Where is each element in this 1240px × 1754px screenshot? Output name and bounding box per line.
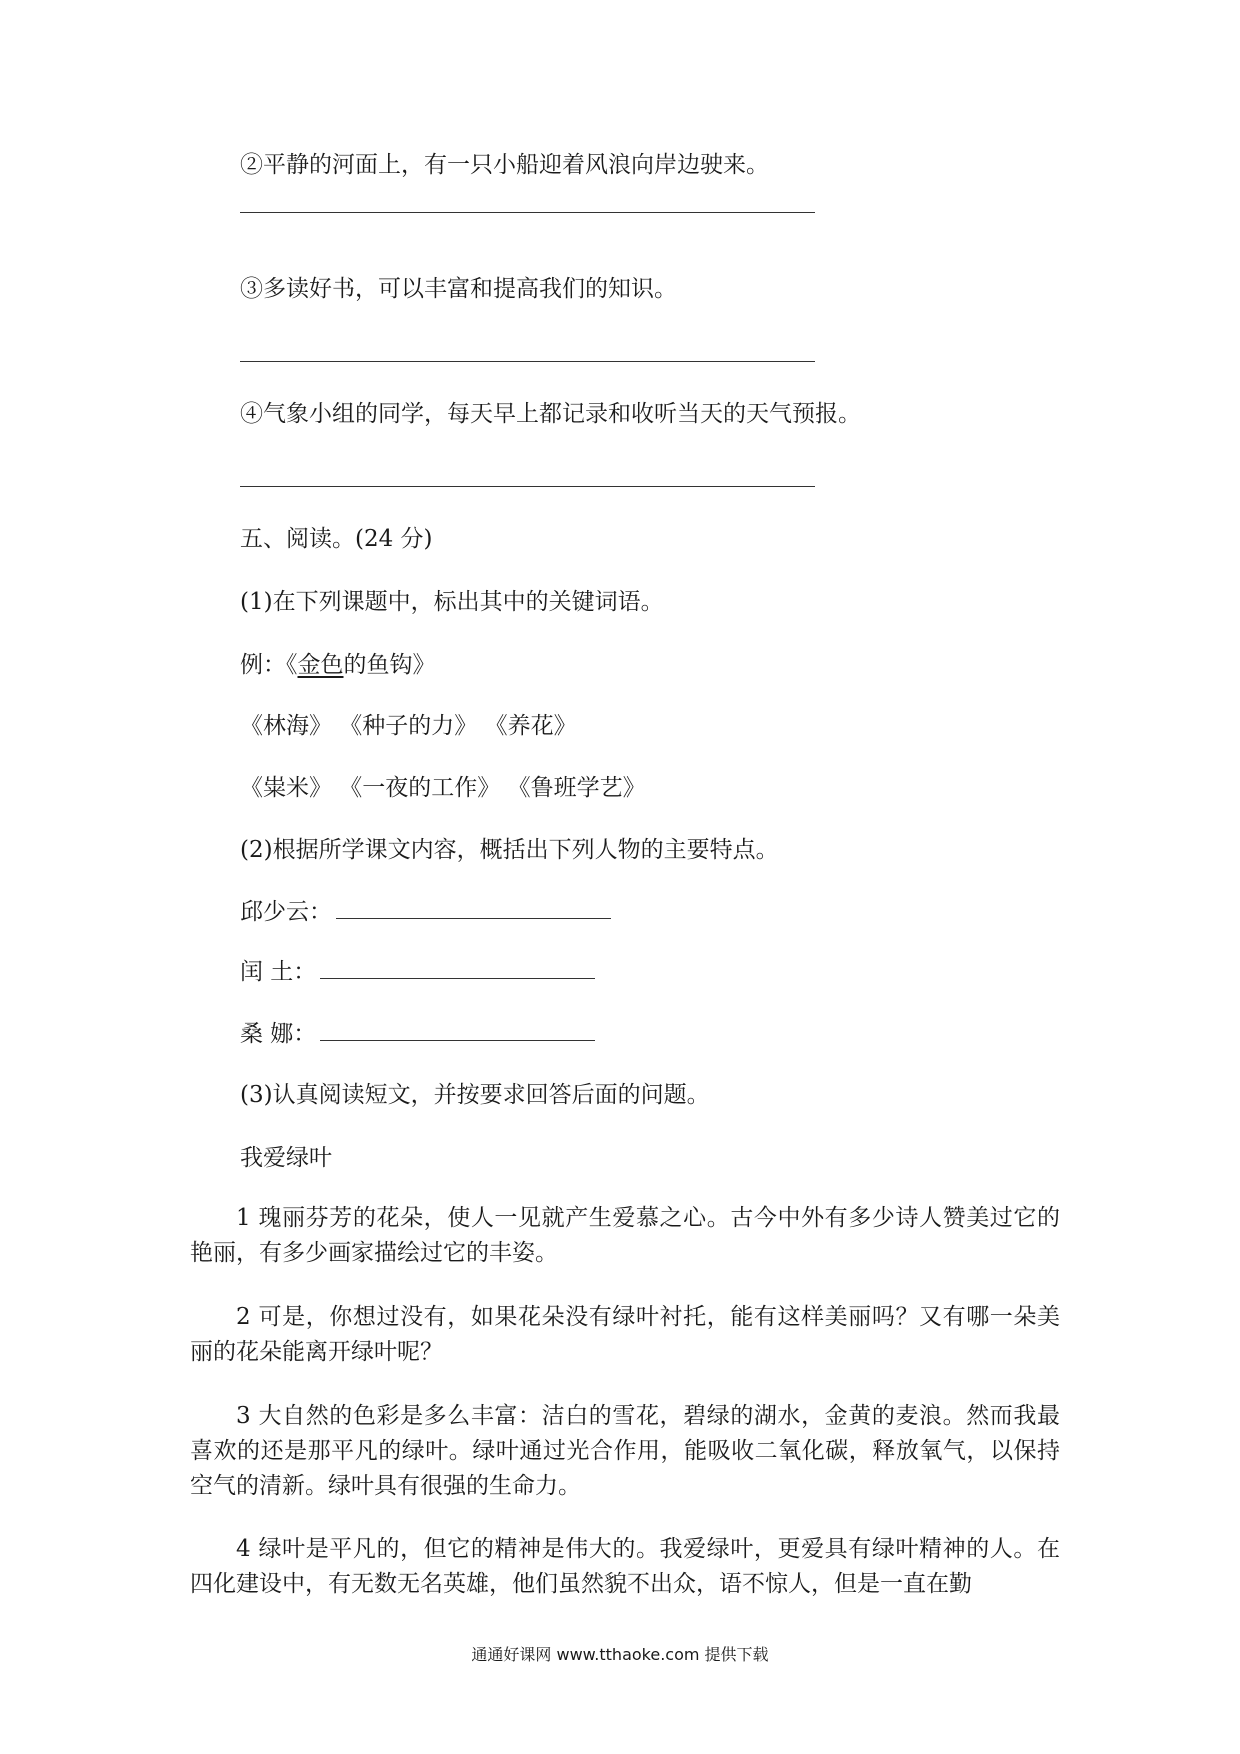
person-1-label: 邱少云： xyxy=(240,899,332,925)
example-suffix: 的鱼钩》 xyxy=(343,652,436,678)
q1-example xyxy=(240,650,436,680)
passage-paragraph-4: 4 绿叶是平凡的，但它的精神是伟大的。我爱绿叶，更爱具有绿叶精神的人。在四化建设中，有无数无名英雄，他们虽然貌不出众，语不惊人，但是一直在勤 xyxy=(190,1536,1060,1597)
passage-paragraph-3: 3 大自然的色彩是多么丰富：洁白的雪花，碧绿的湖水，金黄的麦浪。然而我最喜欢的还是那平凡的绿叶。绿叶通过光合作用，能吸收二氧化碳，释放氧气，以保持空气的清新。绿叶具有很强的生命力。 xyxy=(190,1403,1060,1499)
passage-title: 我爱绿叶 xyxy=(240,1145,332,1171)
answer-line-2[interactable] xyxy=(240,212,815,213)
example-keyword: 金色 xyxy=(297,652,344,678)
person-3-answer-line[interactable] xyxy=(320,1039,595,1041)
person-2-label: 闰 土： xyxy=(240,959,317,985)
q1-titles-row-1: 《林海》 《种子的力》 《养花》 xyxy=(240,713,577,739)
q1-prompt: (1)在下列课题中，标出其中的关键词语。 xyxy=(240,589,664,615)
person-row-1 xyxy=(240,897,611,927)
passage-paragraph-1: 1 瑰丽芬芳的花朵，使人一见就产生爱慕之心。古今中外有多少诗人赞美过它的艳丽，有多少画家描绘过它的丰姿。 xyxy=(190,1205,1060,1266)
answer-line-4[interactable] xyxy=(240,486,815,487)
section-5-heading: 五、阅读。(24 分) xyxy=(240,526,433,552)
q1-titles-row-2: 《粜米》 《一夜的工作》 《鲁班学艺》 xyxy=(240,775,646,801)
item-2-sentence: ②平静的河面上，有一只小船迎着风浪向岸边驶来。 xyxy=(240,152,769,178)
person-row-2 xyxy=(240,957,595,987)
person-row-3 xyxy=(240,1019,595,1049)
item-3-sentence: ③多读好书，可以丰富和提高我们的知识。 xyxy=(240,276,677,302)
item-4-sentence: ④气象小组的同学，每天早上都记录和收听当天的天气预报。 xyxy=(240,401,861,427)
answer-line-3[interactable] xyxy=(240,361,815,362)
person-3-label: 桑 娜： xyxy=(240,1021,317,1047)
q2-prompt: (2)根据所学课文内容，概括出下列人物的主要特点。 xyxy=(240,837,779,863)
passage-paragraph-2: 2 可是，你想过没有，如果花朵没有绿叶衬托，能有这样美丽吗？又有哪一朵美丽的花朵能离开绿叶呢？ xyxy=(190,1304,1060,1365)
q3-prompt: (3)认真阅读短文，并按要求回答后面的问题。 xyxy=(240,1082,710,1108)
page-footer: 通通好课网 www.tthaoke.com 提供下载 xyxy=(471,1645,769,1664)
example-prefix: 例：《 xyxy=(240,652,298,678)
person-1-answer-line[interactable] xyxy=(336,917,611,919)
person-2-answer-line[interactable] xyxy=(320,977,595,979)
